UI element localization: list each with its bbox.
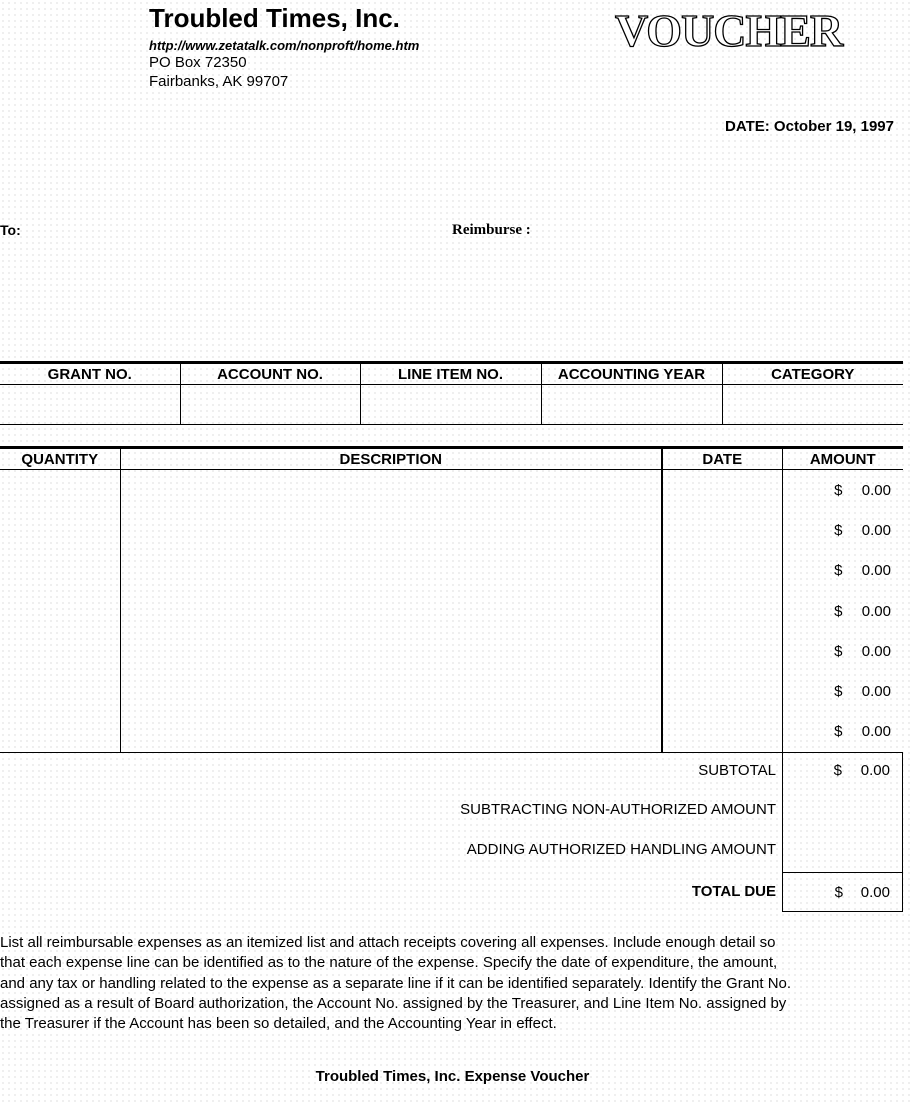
instructions-line: that each expense line can be identified as to the nature of the expense. Specify the date of expenditure, the amount, [0, 954, 778, 972]
line-item-no-cell[interactable] [360, 385, 541, 425]
company-name: Troubled Times, Inc. [149, 3, 400, 33]
total-due-label: TOTAL DUE [691, 883, 776, 900]
voucher-title: VOUCHER [615, 5, 843, 56]
amount-row: $ 0.00 [834, 723, 891, 741]
description-header: DESCRIPTION [120, 448, 662, 470]
category-cell[interactable] [722, 385, 903, 425]
instructions-line: and any tax or handling related to the expense as a separate line if it can be identified separately. Identify the Grant No. [0, 974, 792, 992]
amount-row: $ 0.00 [834, 642, 891, 660]
footer-title: Troubled Times, Inc. Expense Voucher [315, 1068, 590, 1085]
grant-no-header: GRANT NO. [0, 363, 180, 385]
subtotal-amount: $ 0.00 [833, 762, 890, 779]
date-column[interactable] [662, 470, 782, 753]
quantity-header: QUANTITY [0, 448, 120, 470]
date-header: DATE [662, 448, 782, 470]
company-address-line2: Fairbanks, AK 99707 [149, 73, 289, 90]
add-authorized-handling-label: ADDING AUTHORIZED HANDLING AMOUNT [466, 841, 776, 858]
instructions-paragraph [0, 933, 905, 1034]
subtract-non-authorized-label: SUBTRACTING NON-AUTHORIZED AMOUNT [460, 801, 776, 818]
account-no-cell[interactable] [180, 385, 360, 425]
accounting-year-header: ACCOUNTING YEAR [541, 363, 722, 385]
amount-column[interactable] [782, 470, 903, 753]
subtotal-label: SUBTOTAL [698, 762, 776, 779]
amount-row: $ 0.00 [834, 481, 891, 499]
amount-row: $ 0.00 [834, 521, 891, 539]
instructions-line: the Treasurer if the Account has been so detailed, and the Accounting Year in effect. [0, 1015, 557, 1033]
amount-header: AMOUNT [782, 448, 903, 470]
quantity-column[interactable] [0, 470, 120, 753]
expense-items-table [0, 446, 903, 753]
instructions-line: List all reimbursable expenses as an itemized list and attach receipts covering all expenses. Include enough detail so [0, 934, 776, 951]
description-column[interactable] [120, 470, 662, 753]
line-item-no-header: LINE ITEM NO. [360, 363, 541, 385]
amount-row: $ 0.00 [834, 562, 891, 580]
category-header: CATEGORY [722, 363, 903, 385]
reimburse-label: Reimburse : [452, 222, 531, 238]
amount-row: $ 0.00 [834, 602, 891, 620]
total-due-amount: $ 0.00 [782, 872, 903, 912]
to-label: To: [0, 222, 21, 238]
grant-no-cell[interactable] [0, 385, 180, 425]
account-no-header: ACCOUNT NO. [180, 363, 360, 385]
company-url: http://www.zetatalk.com/nonproft/home.htm [149, 38, 420, 53]
amount-row: $ 0.00 [834, 683, 891, 701]
voucher-date: DATE: October 19, 1997 [725, 118, 894, 135]
accounting-year-cell[interactable] [541, 385, 722, 425]
grant-info-table [0, 361, 903, 425]
company-address-line1: PO Box 72350 [149, 54, 247, 71]
summary-right-rule [902, 752, 903, 872]
instructions-line: assigned as a result of Board authorization, the Account No. assigned by the Treasurer, and Line Item No. assigned by [0, 994, 787, 1012]
